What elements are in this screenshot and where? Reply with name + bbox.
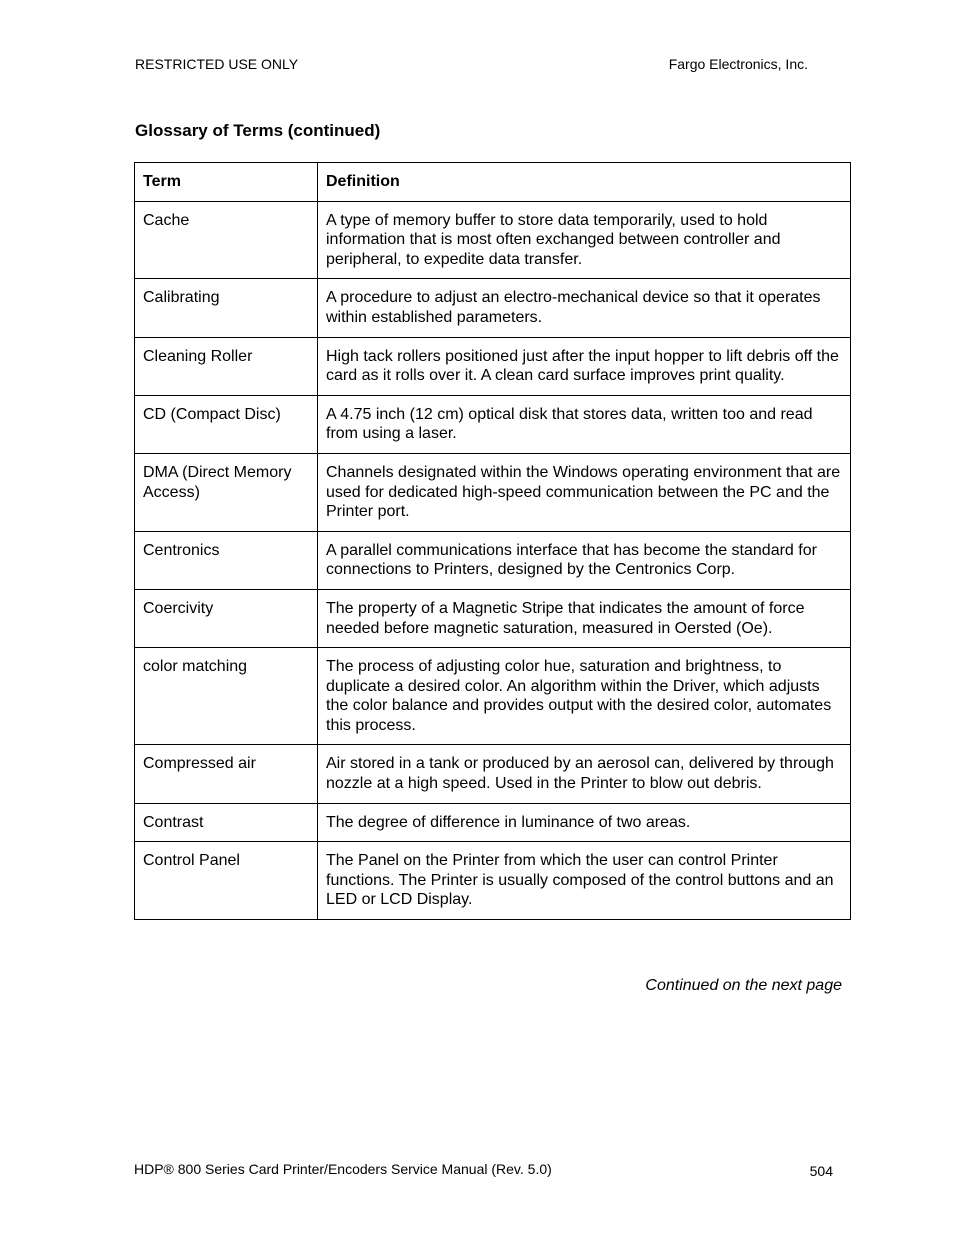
term-cell: CD (Compact Disc) [135, 395, 318, 453]
table-row [135, 842, 851, 920]
table-header-row [135, 163, 851, 202]
table-row [135, 337, 851, 395]
table-row [135, 589, 851, 647]
definition-cell: A parallel communications interface that has become the standard for connections to Printers, designed by the Centronics Corp. [318, 531, 851, 589]
definition-cell: A procedure to adjust an electro-mechanical device so that it operates within established parameters. [318, 279, 851, 337]
company-name: Fargo Electronics, Inc. [668, 56, 808, 72]
restricted-use-label: RESTRICTED USE ONLY [135, 56, 299, 72]
table-row [135, 803, 851, 842]
term-cell: Contrast [135, 803, 318, 842]
term-column-header: Term [135, 163, 318, 202]
definition-cell: The process of adjusting color hue, saturation and brightness, to duplicate a desired color. An algorithm within the Driver, which adjusts the color balance and provides output with the desired color, automates this process. [318, 648, 851, 745]
definition-cell: The Panel on the Printer from which the user can control Printer functions. The Printer is usually composed of the control buttons and an LED or LCD Display. [318, 842, 851, 920]
page-footer [134, 1161, 833, 1179]
manual-title: HDP® 800 Series Card Printer/Encoders Service Manual (Rev. 5.0) [134, 1161, 552, 1177]
definition-cell: High tack rollers positioned just after the input hopper to lift debris off the card as it rolls over it. A clean card surface improves print quality. [318, 337, 851, 395]
definition-column-header: Definition [318, 163, 851, 202]
table-row [135, 531, 851, 589]
table-row [135, 453, 851, 531]
table-row [135, 745, 851, 803]
definition-cell: Air stored in a tank or produced by an aerosol can, delivered by through nozzle at a high speed. Used in the Printer to blow out debris. [318, 745, 851, 803]
term-cell: color matching [135, 648, 318, 745]
table-row [135, 201, 851, 279]
page-number: 504 [809, 1163, 833, 1179]
table-row [135, 395, 851, 453]
term-cell: DMA (Direct Memory Access) [135, 453, 318, 531]
term-cell: Cleaning Roller [135, 337, 318, 395]
definition-cell: Channels designated within the Windows operating environment that are used for dedicated high-speed communication between the PC and the Printer port. [318, 453, 851, 531]
definition-cell: The property of a Magnetic Stripe that indicates the amount of force needed before magnetic saturation, measured in Oersted (Oe). [318, 589, 851, 647]
definition-cell: A 4.75 inch (12 cm) optical disk that stores data, written too and read from using a laser. [318, 395, 851, 453]
continued-note: Continued on the next page [645, 977, 842, 994]
table-row [135, 279, 851, 337]
term-cell: Control Panel [135, 842, 318, 920]
term-cell: Centronics [135, 531, 318, 589]
term-cell: Compressed air [135, 745, 318, 803]
table-row [135, 648, 851, 745]
definition-cell: The degree of difference in luminance of two areas. [318, 803, 851, 842]
term-cell: Calibrating [135, 279, 318, 337]
term-cell: Cache [135, 201, 318, 279]
definition-cell: A type of memory buffer to store data temporarily, used to hold information that is most often exchanged between controller and peripheral, to expedite data transfer. [318, 201, 851, 279]
glossary-table [134, 162, 851, 920]
section-title: Glossary of Terms (continued) [135, 121, 381, 140]
page-header [135, 56, 808, 72]
term-cell: Coercivity [135, 589, 318, 647]
